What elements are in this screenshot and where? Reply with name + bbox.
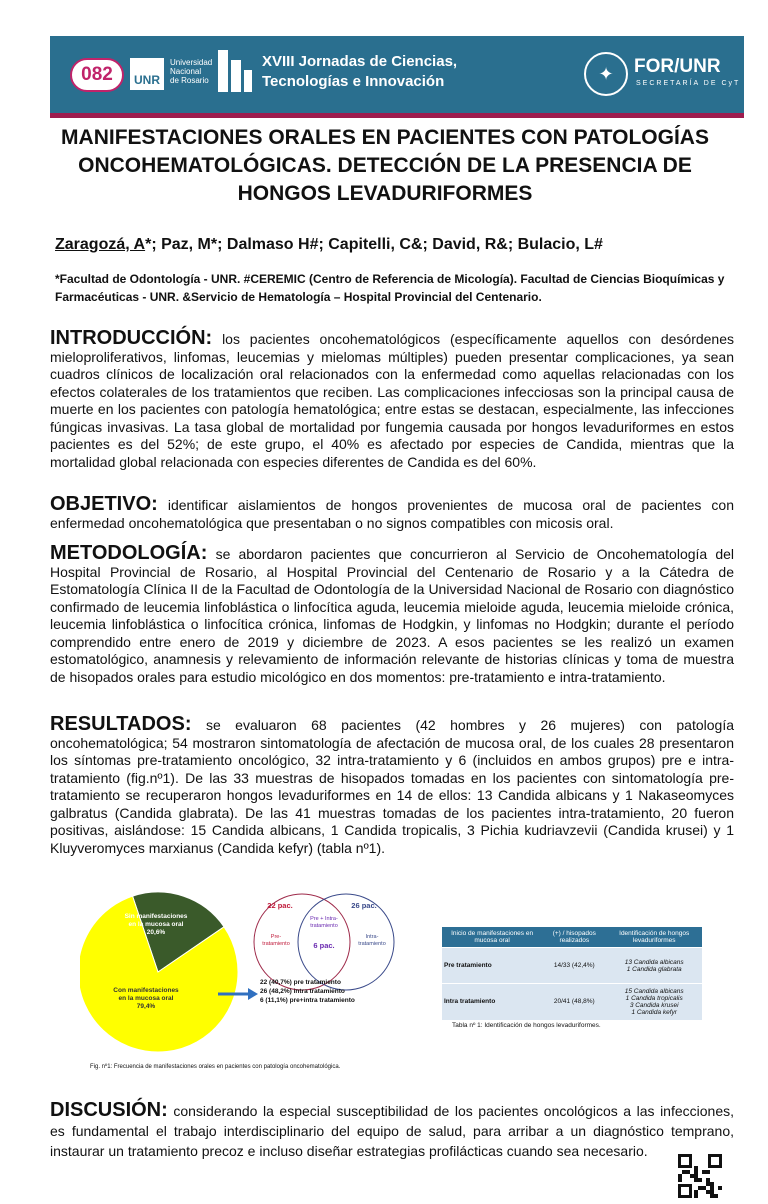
event-title [262, 52, 457, 92]
table-row [442, 948, 702, 984]
poster-title: MANIFESTACIONES ORALES EN PACIENTES CON PATOLOGÍAS ONCOHEMATOLÓGICAS. DETECCIÓN DE LA PRESENCIA DE HONGOS LEVADURIFORMES [61, 126, 709, 205]
qr-module [678, 1178, 682, 1182]
event-line-1: XVIII Jornadas de Ciencias, [262, 53, 458, 70]
table-header: Identificación de hongos levaduriformes [606, 927, 702, 948]
qr-module [698, 1178, 702, 1182]
methodology-heading: METODOLOGÍA: [50, 542, 208, 564]
venn-center-count: 6 pac. [313, 941, 335, 950]
unr-logo: UNR [130, 58, 164, 90]
intro-text: los pacientes oncohematológicos (específicamente aquellos con desórdenes mieloproliferativos, linfomas, leucemias y mielomas múltiples) pueden presentar complicaciones, ya sean cuadros clínicos de localización oral relacionados con la enfermedad como aquellas relacionadas con los efectos colaterales de los tratamientos que reciben. Las complicaciones infecciosas son la principal causa de muerte en los pacientes con patología hematológica; entre estas se destacan, especialmente, las infecciones fúngicas invasivas. La tasa global de mortalidad por fungemia causada por hongos levaduriformes en estos pacientes es del 52%; de este grupo, el 40% es afectado por especies de Candida, mientras que la mortalidad global relacionada con especies diferentes de Candida es del 60%. [50, 331, 735, 470]
qr-finder [708, 1154, 722, 1168]
table-header: Inicio de manifestaciones en mucosa oral [442, 927, 542, 948]
venn-center-label: Pre + Intra-tratamiento [310, 916, 338, 929]
brand-name: FOR/UNR [634, 56, 721, 77]
venn-right-count: 26 pac. [351, 901, 377, 910]
venn-right-label: Intra-tratamiento [358, 934, 386, 947]
discussion-section [50, 1100, 734, 1161]
qr-module [714, 1194, 718, 1198]
qr-module [718, 1186, 722, 1190]
arrowhead-icon [248, 988, 258, 1000]
authors [55, 236, 735, 254]
table-row [442, 984, 702, 1020]
methodology-text: se abordaron pacientes que concurrieron al Servicio de Oncohematología del Hospital Provincial de Rosario, al Hospital Provincial del Centenario de Rosario y a la Cátedra de Estomatología Clínica II de la Facultad de Odontología de la Universidad Nacional de Rosario con diagnóstico confirmado de leucemia linfoblástica o linfocítica aguda, leucemia mieloide aguda, leucemia mieloide crónica, leucemia linfoblástica o linfocítica crónica, linfomas de Hodgkin, y linfomas no Hodgkin; durante el período comprendido entre enero de 2019 y diciembre de 2023. A esos pacientes se les realizó un examen estomatológico, anamnesis y relevamiento de información relevante de historias clínicas y toma de muestra de hisopados orales para estudio micológico en dos momentos: pre-tratamiento e intra-tratamiento. [50, 546, 735, 685]
qr-finder [678, 1184, 692, 1198]
table-cell: Intra tratamiento [442, 984, 542, 1020]
discussion-text: considerando la especial susceptibilidad de los pacientes oncológicos a las infecciones, es fundamental el trabajo interdisciplinario del equipo de salud, para arribar a un diagnóstico temprano, instaurar un tratamiento precoz e incluso diseñar estrategias profilácticas cuando sea necesario. [50, 1103, 734, 1159]
results-text: se evaluaron 68 pacientes (42 hombres y 26 mujeres) con patología oncohematológica; 54 mostraron sintomatología de afectación de mucosa oral, de los cuales 28 presentaron los síntomas pre-tratamiento oncológico, 32 intra-tratamiento y 6 (incluidos en ambos grupos) pre e intra-tratamiento (fig.nº1). De las 33 muestras de hisopados tomadas en los pacientes con sintomatología pre-tratamiento se recuperaron hongos levaduriformes en 14 de ellos: 13 Candida albicans y 1 Nakaseomyces galbratus (Candida glabrata). De las 41 muestras tomadas de los pacientes intra-tratamiento, 20 fueron positivas, aislándose: 15 Candida albicans, 1 Candida tropicalis, 3 Pichia kudriavzevii (Candida krusei) y 1 Kluyveromyces marxianus (Candida kefyr) (tabla nº1). [50, 717, 735, 856]
methodology-section [50, 542, 735, 686]
intro-heading: INTRODUCCIÓN: [50, 327, 213, 349]
slice-label-con: Con manifestaciones en la mucosa oral 79,4% [113, 987, 179, 1010]
header-banner [50, 36, 744, 118]
results-heading: RESULTADOS: [50, 713, 192, 735]
faculty-seal-icon: ✦ [584, 52, 628, 96]
poster-number-badge: 082 [70, 58, 124, 92]
venn-line-3: 6 (11,1%) pre+intra tratamiento [260, 997, 355, 1004]
venn-left-count: 22 pac. [267, 901, 293, 910]
table-header-row [442, 927, 702, 948]
qr-code-icon[interactable] [678, 1154, 722, 1198]
objective-text: identificar aislamientos de hongos provenientes de mucosa oral de pacientes con enfermedad oncohematológica que presentaban o no signos compatibles con micosis oral. [50, 497, 735, 531]
table-caption: Tabla nº 1: Identificación de hongos levaduriformes. [452, 1022, 601, 1029]
discussion-heading: DISCUSIÓN: [50, 1099, 168, 1121]
affiliations: *Facultad de Odontología - UNR. #CEREMIC (Centro de Referencia de Micología). Facultad de Ciencias Bioquímicas y Farmacéuticas - UNR. &Servicio de Hematología – Hospital Provincial del Centenario. [55, 272, 725, 304]
table-cell: Pre tratamiento [442, 948, 542, 984]
table-cell: 15 Candida albicans 1 Candida tropicalis 3 Candida krusei 1 Candida kefyr [606, 984, 702, 1020]
brand-subtitle: SECRETARÍA DE CyT [636, 80, 741, 87]
table-cell: 20/41 (48,8%) [542, 984, 606, 1020]
qr-module [706, 1170, 710, 1174]
unr-name: Universidad Nacional de Rosario [170, 58, 213, 85]
objective-heading: OBJETIVO: [50, 493, 158, 515]
first-author: Zaragozá, A [55, 236, 146, 253]
figure-caption: Fig. nº1: Frecuencia de manifestaciones orales en pacientes con patología oncohematológica. [90, 1064, 341, 1070]
slice-label-sin: Sin manifestaciones en la mucosa oral 20,6% [124, 913, 188, 936]
event-line-2: Tecnologías e Innovación [262, 73, 445, 90]
other-authors: *; Paz, M*; Dalmaso H#; Capitelli, C&; David, R&; Bulacio, L# [145, 236, 603, 253]
table-cell: 13 Candida albicans 1 Candida glabrata [606, 948, 702, 984]
results-section [50, 713, 735, 857]
results-table [442, 927, 702, 1020]
table-header: (+) / hisopados realizados [542, 927, 606, 948]
venn-line-1: 22 (40,7%) pre tratamiento [260, 979, 341, 986]
jornadas-logo-icon [218, 50, 252, 92]
qr-module [694, 1194, 698, 1198]
intro-section [50, 327, 735, 471]
objective-section [50, 493, 735, 532]
table-cell: 14/33 (42,4%) [542, 948, 606, 984]
qr-finder [678, 1154, 692, 1168]
venn-left-label: Pre-tratamiento [262, 934, 290, 947]
venn-line-2: 26 (48,2%) intra tratamiento [260, 988, 345, 995]
figure-1 [80, 880, 440, 1065]
